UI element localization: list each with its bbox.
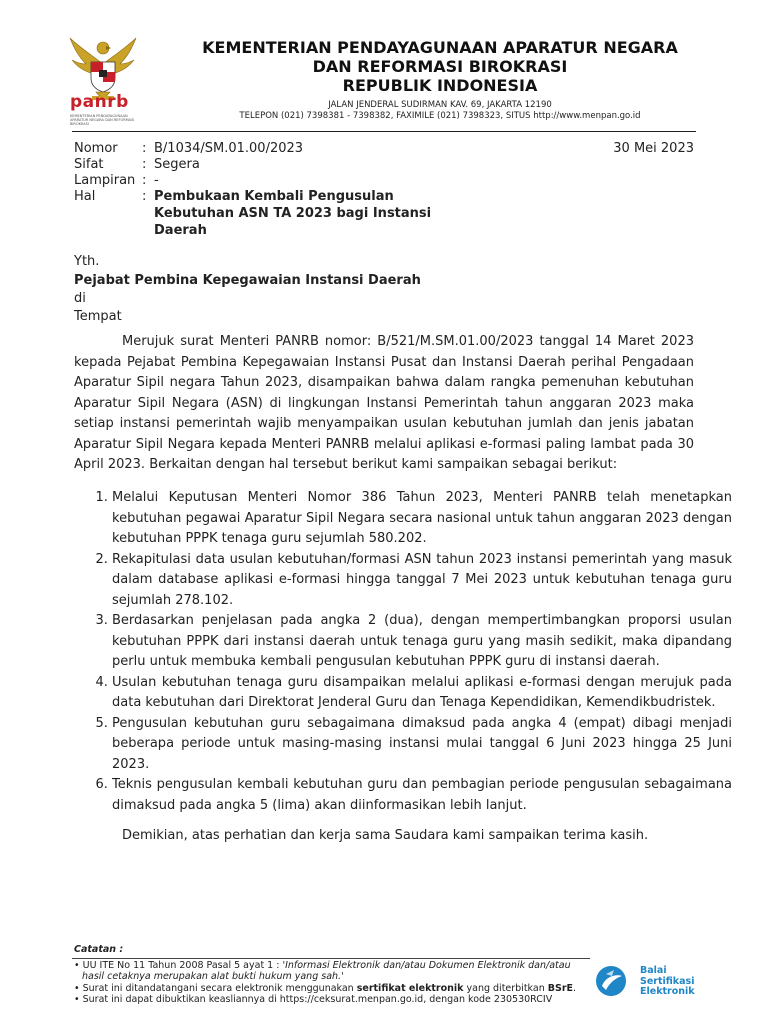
footer-note-ite [74, 960, 594, 982]
panrb-logo-subtext: KEMENTERIAN PENDAYAGUNAAN APARATUR NEGARA DAN REFORMASI BIROKRASI [70, 114, 135, 126]
footer-note-verify: • Surat ini dapat dibuktikan keasliannya di https://ceksurat.menpan.go.id, dengan kode 230530RCIV [74, 994, 553, 1005]
closing-paragraph: Demikian, atas perhatian dan kerja sama Saudara kami sampaikan terima kasih. [122, 828, 649, 843]
lampiran-value: - [154, 173, 159, 188]
panrb-logo-text: panrb [70, 92, 129, 112]
hal-line3: Daerah [154, 223, 207, 238]
note-sig-bsre: BSrE [547, 983, 574, 994]
footer-note-signature [74, 983, 594, 994]
note-sig-c: . [573, 983, 577, 994]
point-item: 5. Pengusulan kebutuhan guru sebagaimana dimaksud pada angka 4 (empat) dibagi menjadi beberapa periode untuk masing-masing instansi mulai tanggal 6 Juni 2023 hingga 25 Juni 2023. [112, 714, 732, 776]
points-list [74, 488, 732, 816]
nomor-value: B/1034/SM.01.00/2023 [154, 141, 304, 156]
note-sig-a: • Surat ini ditandatangani secara elektronik menggunakan [74, 983, 357, 994]
bsre-logo [594, 964, 704, 998]
hal-label: Hal [74, 189, 96, 204]
footer-divider [72, 958, 590, 959]
recipient-name: Pejabat Pembina Kepegawaian Instansi Daerah [74, 273, 421, 288]
point-item: 2. Rekapitulasi data usulan kebutuhan/formasi ASN tahun 2023 instansi pemerintah yang masuk dalam database aplikasi e-formasi hingga tanggal 7 Mei 2023 untuk kebutuhan tenaga guru sejumlah 278.102. [112, 550, 732, 612]
letter-date: 30 Mei 2023 [613, 141, 694, 156]
nomor-label: Nomor [74, 141, 118, 156]
recipient-place: Tempat [74, 309, 122, 324]
note-ite-prefix: • UU ITE No 11 Tahun 2008 Pasal 5 ayat 1 : ' [74, 960, 286, 971]
catatan-label: Catatan : [74, 944, 124, 955]
intro-paragraph: Merujuk surat Menteri PANRB nomor: B/521/M.SM.01.00/2023 tanggal 14 Maret 2023 kepada Pejabat Pembina Kepegawaian Instansi Pusat dan Instansi Daerah perihal Pengadaan Aparatur Sipil negara Tahun 2023, disampaikan bahwa dalam rangka pemenuhan kebutuhan Aparatur Sipil Negara (ASN) di lingkungan Instansi Pemerintah tahun anggaran 2023 maka setiap instansi pemerintah wajib menyampaikan usulan kebutuhan jumlah dan jenis jabatan Aparatur Sipil Negara kepada Menteri PANRB melalui aplikasi e-formasi paling lambat pada 30 April 2023. Berkaitan dengan hal tersebut berikut kami sampaikan sebagai berikut: [74, 334, 694, 472]
sifat-colon: : [142, 157, 147, 172]
sifat-label: Sifat [74, 157, 104, 172]
sifat-value: Segera [154, 157, 200, 172]
note-ite-quote-b: hasil cetaknya merupakan alat bukti hukum yang sah. [82, 971, 342, 982]
ministry-title-line3: REPUBLIK INDONESIA [342, 76, 538, 95]
note-ite-quote-a: Informasi Elektronik dan/atau Dokumen Elektronik dan/atau [285, 960, 571, 971]
point-item: 4. Usulan kebutuhan tenaga guru disampaikan melalui aplikasi e-formasi dengan merujuk pada data kebutuhan dari Direktorat Jenderal Guru dan Tenaga Kependidikan, Kemendikbudristek. [112, 673, 732, 714]
point-item: 1. Melalui Keputusan Menteri Nomor 386 Tahun 2023, Menteri PANRB telah menetapkan kebutuhan pegawai Aparatur Sipil Negara secara nasional untuk tahun anggaran 2023 dengan kebutuhan PPPK tenaga guru sejumlah 580.202. [112, 488, 732, 550]
hal-colon: : [142, 189, 147, 204]
note-sig-bold: sertifikat elektronik [356, 983, 464, 994]
point-item: 6. Teknis pengusulan kembali kebutuhan guru dan pembagian periode pengusulan sebagaimana dimaksud pada angka 5 (lima) akan diinformasikan lebih lanjut. [112, 775, 732, 816]
panrb-logo [68, 34, 138, 126]
recipient-yth: Yth. [74, 254, 100, 269]
recipient-di: di [74, 291, 86, 306]
hal-line2: Kebutuhan ASN TA 2023 bagi Instansi [154, 206, 432, 221]
point-item: 3. Berdasarkan penjelasan pada angka 2 (dua), dengan mempertimbangkan proporsi usulan kebutuhan PPPK dari instansi daerah untuk tenaga guru yang masih sedikit, maka dipandang perlu untuk membuka kembali pengusulan kebutuhan PPPK guru di instansi daerah. [112, 611, 732, 673]
ministry-title-line1: KEMENTERIAN PENDAYAGUNAAN APARATUR NEGARA [202, 38, 678, 57]
ministry-title-line2: DAN REFORMASI BIROKRASI [312, 57, 568, 76]
lampiran-label: Lampiran [74, 173, 136, 188]
hal-line1: Pembukaan Kembali Pengusulan [154, 189, 394, 204]
nomor-colon: : [142, 141, 147, 156]
bsre-line2: Sertifikasi [640, 975, 695, 987]
bsre-emblem-icon [594, 964, 630, 998]
header-divider [72, 131, 696, 132]
bsre-line1: Balai [640, 965, 667, 976]
note-sig-b: yang diterbitkan [463, 983, 548, 994]
note-ite-suffix: ' [341, 971, 344, 982]
bsre-line3: Elektronik [640, 986, 695, 997]
ministry-address: JALAN JENDERAL SUDIRMAN KAV. 69, JAKARTA 12190 [328, 100, 552, 110]
lampiran-colon: : [142, 173, 147, 188]
ministry-contact: TELEPON (021) 7398381 - 7398382, FAXIMILE (021) 7398323, SITUS http://www.menpan.go.id [239, 111, 641, 121]
bsre-text [640, 966, 695, 998]
